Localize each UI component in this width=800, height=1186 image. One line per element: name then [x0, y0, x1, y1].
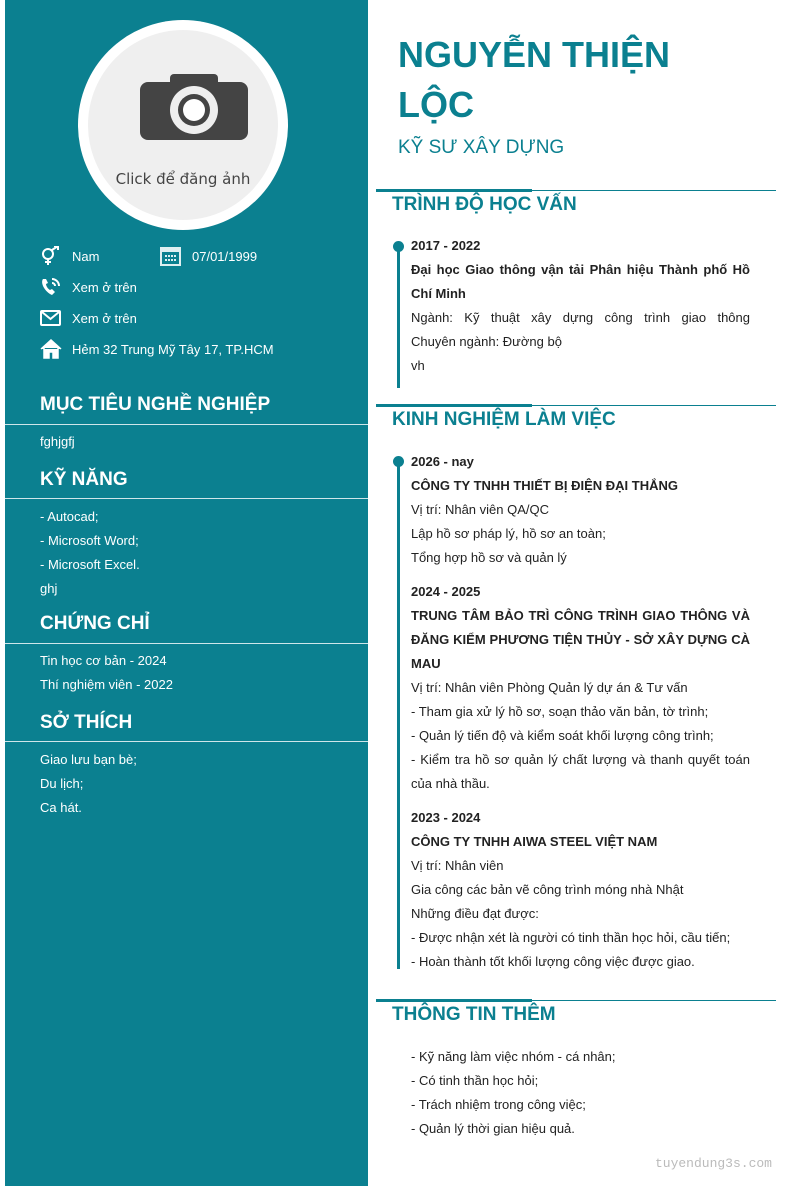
objective-heading: MỤC TIÊU NGHỀ NGHIỆP	[40, 394, 271, 415]
gender-icon	[40, 246, 62, 266]
watermark: tuyendung3s.com	[654, 1156, 772, 1171]
timeline-dot	[393, 456, 404, 467]
skills-list	[40, 505, 140, 601]
divider	[376, 190, 776, 191]
skill-item: - Autocad;	[40, 509, 99, 524]
objective-text	[40, 430, 75, 454]
company: CÔNG TY TNHH AIWA STEEL VIỆT NAM	[411, 834, 658, 849]
objective-item: fghjgfj	[40, 434, 75, 449]
sidebar	[5, 0, 368, 1186]
period: 2023 - 2024	[411, 810, 481, 825]
photo-caption: Click để đăng ảnh	[115, 170, 251, 188]
school: Đại học Giao thông vận tải Phân hiệu Thành phố Hồ Chí Minh	[411, 262, 750, 301]
hobbies-list	[40, 748, 137, 820]
detail: Vị trí: Nhân viên	[411, 858, 504, 873]
certs-heading: CHỨNG CHỈ	[40, 613, 150, 634]
divider	[376, 1000, 776, 1001]
experience-heading: KINH NGHIỆM LÀM VIỆC	[392, 409, 616, 430]
address: Hẻm 32 Trung Mỹ Tây 17, TP.HCM	[72, 341, 274, 357]
divider	[5, 424, 368, 425]
company: CÔNG TY TNHH THIẾT BỊ ĐIỆN ĐẠI THẮNG	[411, 478, 678, 493]
calendar-icon	[160, 246, 182, 266]
job-title: KỸ SƯ XÂY DỰNG	[398, 137, 565, 158]
timeline-line	[397, 461, 400, 969]
divider	[5, 643, 368, 644]
detail: - Quản lý tiến độ và kiểm soát khối lượng công trình;	[411, 728, 714, 743]
avatar-upload[interactable]	[78, 20, 288, 230]
divider	[5, 498, 368, 499]
name-line: LỘC	[398, 84, 474, 125]
skills-heading: KỸ NĂNG	[40, 469, 128, 490]
detail: vh	[411, 358, 425, 373]
cert-item: Tin học cơ bản - 2024	[40, 653, 167, 668]
detail: Tổng hợp hồ sơ và quản lý	[411, 550, 567, 565]
period: 2026 - nay	[411, 454, 474, 469]
hobby-item: Giao lưu bạn bè;	[40, 752, 137, 767]
email-row	[40, 308, 137, 328]
extra-item: - Có tinh thần học hỏi;	[411, 1073, 539, 1088]
education-entry	[411, 234, 750, 378]
skill-item: ghj	[40, 581, 58, 596]
company: TRUNG TÂM BẢO TRÌ CÔNG TRÌNH GIAO THÔNG VÀ ĐĂNG KIỂM PHƯƠNG TIỆN THỦY - SỞ XÂY DỰNG CÀ MAU	[411, 608, 750, 671]
timeline-line	[397, 246, 400, 388]
divider	[376, 405, 776, 406]
experience-entry	[411, 580, 750, 796]
mail-icon	[40, 308, 62, 328]
detail: Những điều đạt được:	[411, 906, 539, 921]
detail: Vị trí: Nhân viên Phòng Quản lý dự án & Tư vấn	[411, 680, 688, 695]
extra-item: - Quản lý thời gian hiệu quả.	[411, 1121, 575, 1136]
extra-list	[411, 1045, 750, 1141]
detail: - Tham gia xử lý hồ sơ, soạn thảo văn bản, tờ trình;	[411, 704, 709, 719]
dob: 07/01/1999	[192, 248, 258, 264]
experience-entry	[411, 450, 750, 570]
phone: Xem ở trên	[72, 279, 137, 295]
period: 2017 - 2022	[411, 238, 481, 253]
dob-row	[160, 246, 257, 266]
period: 2024 - 2025	[411, 584, 481, 599]
detail: Vị trí: Nhân viên QA/QC	[411, 502, 549, 517]
phone-icon	[40, 277, 62, 297]
hobby-item: Du lịch;	[40, 776, 84, 791]
cert-item: Thí nghiệm viên - 2022	[40, 677, 173, 692]
gender: Nam	[72, 248, 100, 264]
education-heading: TRÌNH ĐỘ HỌC VẤN	[392, 194, 577, 215]
detail: Ngành: Kỹ thuật xây dựng công trình giao thông	[411, 310, 750, 325]
phone-row	[40, 277, 137, 297]
gender-row	[40, 246, 99, 266]
detail: - Kiểm tra hồ sơ quản lý chất lượng và thanh quyết toán của nhà thầu.	[411, 752, 750, 791]
email: Xem ở trên	[72, 310, 137, 326]
camera-icon	[140, 74, 248, 140]
skill-item: - Microsoft Word;	[40, 533, 139, 548]
detail: Chuyên ngành: Đường bộ	[411, 334, 562, 349]
extra-heading: THÔNG TIN THÊM	[392, 1004, 556, 1025]
certs-list	[40, 649, 173, 697]
experience-entry	[411, 806, 750, 974]
home-icon	[40, 339, 62, 359]
hobbies-heading: SỞ THÍCH	[40, 712, 133, 733]
detail: - Được nhận xét là người có tinh thần học hỏi, cầu tiến;	[411, 930, 731, 945]
name-line: NGUYỄN THIỆN	[398, 34, 671, 75]
candidate-name	[398, 30, 778, 130]
timeline-dot	[393, 241, 404, 252]
detail: - Hoàn thành tốt khối lượng công việc được giao.	[411, 954, 695, 969]
extra-item: - Kỹ năng làm việc nhóm - cá nhân;	[411, 1049, 616, 1064]
divider	[5, 741, 368, 742]
address-row	[40, 339, 274, 359]
hobby-item: Ca hát.	[40, 800, 82, 815]
skill-item: - Microsoft Excel.	[40, 557, 140, 572]
detail: Gia công các bản vẽ công trình móng nhà Nhật	[411, 882, 684, 897]
detail: Lập hồ sơ pháp lý, hồ sơ an toàn;	[411, 526, 606, 541]
extra-item: - Trách nhiệm trong công việc;	[411, 1097, 586, 1112]
